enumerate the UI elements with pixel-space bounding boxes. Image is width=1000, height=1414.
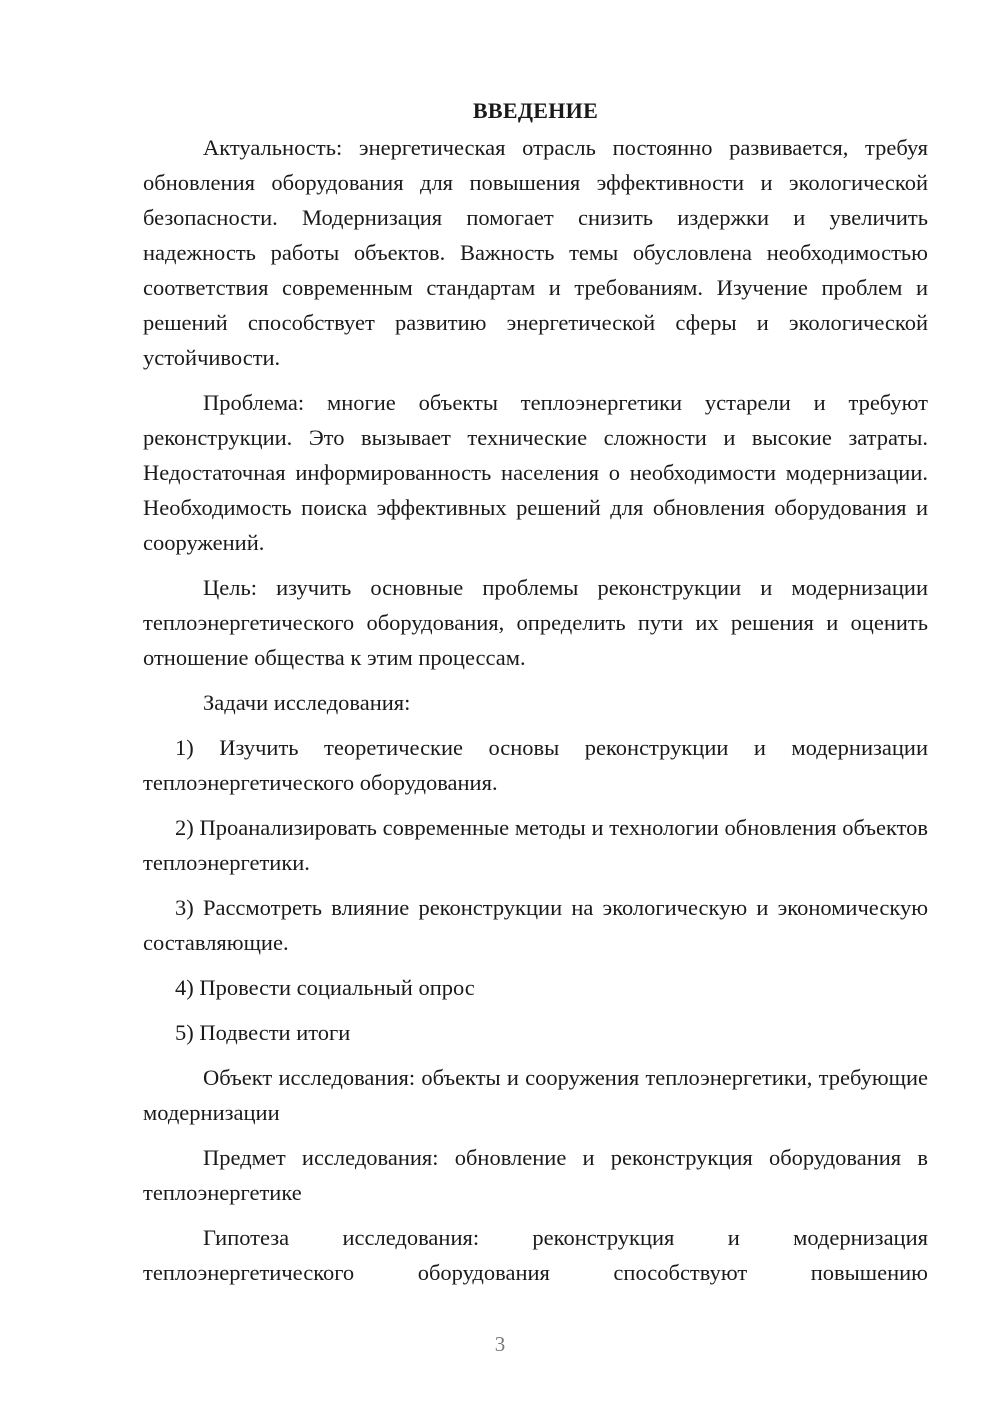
task-item: 4) Провести социальный опрос xyxy=(175,975,475,1000)
problem-paragraph: Проблема: многие объекты теплоэнергетики устарели и требуют реконструкции. Это вызывает технические сложности и высокие затраты. Недостаточная информированность населения о необходимости модернизации. Необходимость поиска эффективных решений для обновления оборудования и сооружений. xyxy=(143,390,928,555)
task-item: 2) Проанализировать современные методы и технологии обновления объектов теплоэнергетики. xyxy=(143,815,928,875)
task-item: 3) Рассмотреть влияние реконструкции на экологическую и экономическую составляющие. xyxy=(143,895,928,955)
goal-paragraph: Цель: изучить основные проблемы реконструкции и модернизации теплоэнергетического оборудования, определить пути их решения и оценить отношение общества к этим процессам. xyxy=(143,575,928,670)
document-page xyxy=(143,96,928,1290)
object-paragraph: Объект исследования: объекты и сооружения теплоэнергетики, требующие модернизации xyxy=(143,1065,928,1125)
task-item: 5) Подвести итоги xyxy=(175,1020,351,1045)
page-number: 3 xyxy=(494,1332,506,1356)
page-title: ВВЕДЕНИЕ xyxy=(472,98,599,123)
tasks-heading: Задачи исследования: xyxy=(203,690,411,715)
hypothesis-paragraph: Гипотеза исследования: реконструкция и модернизация теплоэнергетического оборудования способствуют повышению xyxy=(143,1225,928,1285)
relevance-paragraph: Актуальность: энергетическая отрасль постоянно развивается, требуя обновления оборудования для повышения эффективности и экологической безопасности. Модернизация помогает снизить издержки и увеличить надежность работы объектов. Важность темы обусловлена необходимостью соответствия современным стандартам и требованиям. Изучение проблем и решений способствует развитию энергетической сферы и экологической устойчивости. xyxy=(143,135,928,370)
task-item: 1) Изучить теоретические основы реконструкции и модернизации теплоэнергетического оборудования. xyxy=(143,735,928,795)
subject-paragraph: Предмет исследования: обновление и реконструкция оборудования в теплоэнергетике xyxy=(143,1145,928,1205)
